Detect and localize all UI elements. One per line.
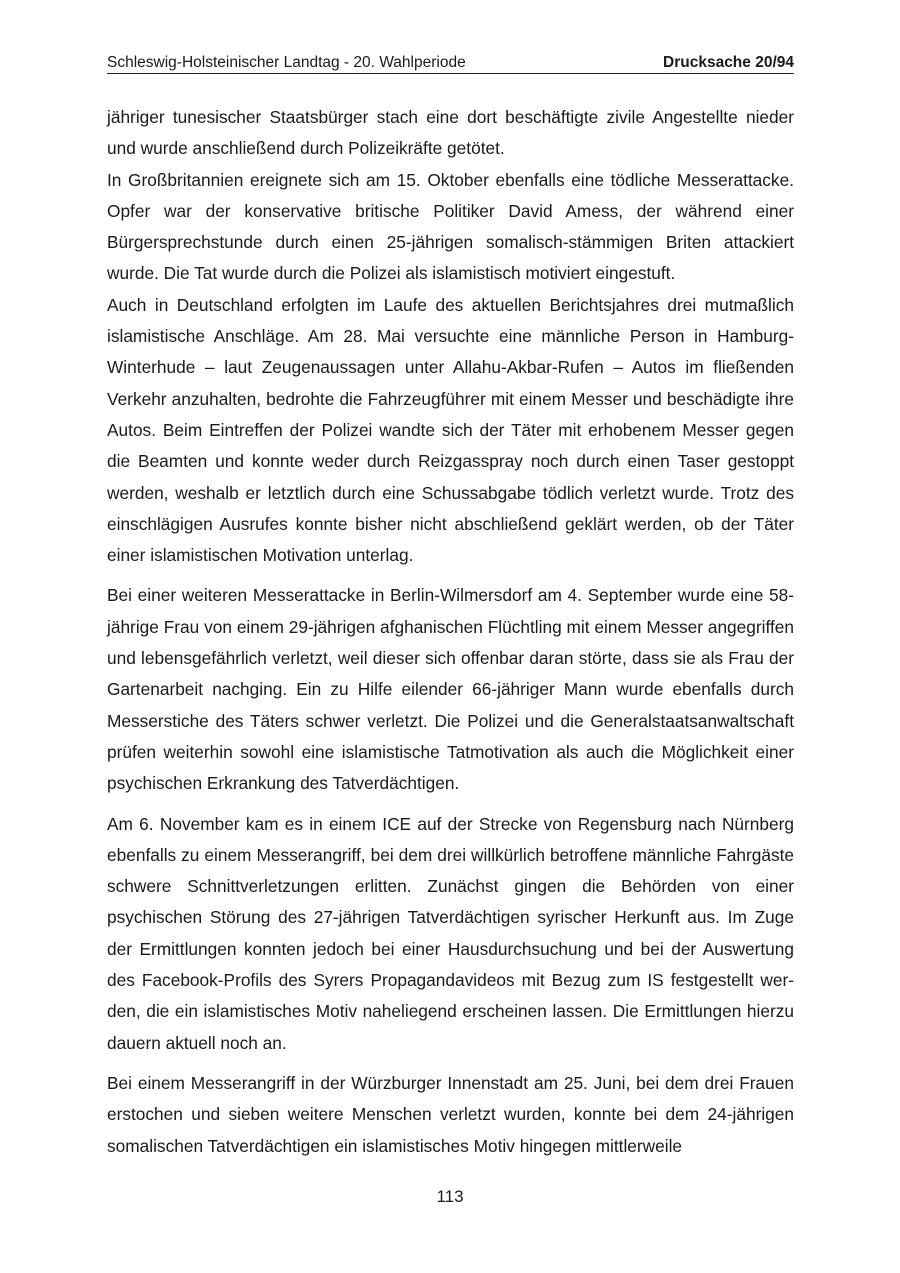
paragraph: In Großbritannien ereignete sich am 15. Oktober ebenfalls eine tödliche Messerattacke. Opfer war der konservative britische Politiker David Amess, der während einer Bürgersprechstunde durch einen 25-jährigen somalisch-stämmigen Briten attackiert wurde. Die Tat wurde durch die Polizei als islamistisch motiviert eingestuft. bbox=[107, 169, 794, 284]
paragraph: Bei einem Messerangriff in der Würzburger Innenstadt am 25. Juni, bei dem drei Frauen erstochen und sieben weitere Menschen verletzt wurden, konnte bei dem 24-jährigen somalischen Tatverdächtigen ein islamistisches Motiv hingegen mittlerweile bbox=[107, 1072, 794, 1156]
paragraph: Auch in Deutschland erfolgten im Laufe des aktuellen Berichtsjahres drei mutmaßlich islamistische Anschläge. Am 28. Mai versuchte eine männliche Person in Hamburg-Winterhude – laut Zeugenaussagen unter Allahu-Akbar-Rufen – Autos im fließenden Verkehr anzuhalten, bedrohte die Fahrzeugführer mit einem Messer und beschädigte ihre Autos. Beim Eintreffen der Polizei wandte sich der Täter mit erhobenem Messer gegen die Beamten und konnte weder durch Reizgasspray noch durch einen Taser gestoppt werden, weshalb er letztlich durch eine Schussabgabe tödlich verletzt wurde. Trotz des einschlägigen Ausrufes konnte bisher nicht abschließend geklärt werden, ob der Täter einer islamistischen Motivation unterlag. bbox=[107, 294, 794, 566]
paragraph: Bei einer weiteren Messerattacke in Berlin-Wilmersdorf am 4. September wurde eine 58-jährige Frau von einem 29-jährigen afghanischen Flüchtling mit einem Messer angegriffen und lebensgefährlich verletzt, weil dieser sich offenbar daran störte, dass sie als Frau der Gartenarbeit nachging. Ein zu Hilfe eilender 66-jähriger Mann wurde ebenfalls durch Messerstiche des Täters schwer verletzt. Die Polizei und die Generalstaatsanwaltschaft prüfen weiterhin sowohl eine islamistische Tatmotivation als auch die Möglichkeit einer psychischen Erkrankung des Tatverdächtigen. bbox=[107, 585, 794, 794]
page-number: 113 bbox=[436, 1187, 464, 1206]
paragraph: Am 6. November kam es in einem ICE auf der Strecke von Regensburg nach Nürnberg ebenfalls zu einem Messerangriff, bei dem drei willkürlich betroffene männliche Fahrgäste schwere Schnittverletzungen erlitten. Zunächst gingen die Behörden von einer psychischen Störung des 27-jährigen Tatverdächtigen syrischer Herkunft aus. Im Zuge der Ermittlungen konnten jedoch bei einer Hausdurchsuchung und bei der Auswertung des Facebook-Profils des Syrers Propagandavideos mit Bezug zum IS festgestellt werden, die ein islamistisches Motiv naheliegend erscheinen lassen. Die Ermittlungen hierzu dauern aktuell noch an. bbox=[107, 813, 794, 1053]
paragraph: jähriger tunesischer Staatsbürger stach eine dort beschäftigte zivile Angestellte nieder und wurde anschließend durch Polizeikräfte getötet. bbox=[107, 107, 794, 159]
document-body bbox=[107, 102, 794, 1162]
page-header bbox=[107, 53, 794, 74]
document-number: Drucksache 20/94 bbox=[663, 54, 794, 71]
header-title: Schleswig-Holsteinischer Landtag - 20. Wahlperiode bbox=[107, 54, 466, 71]
